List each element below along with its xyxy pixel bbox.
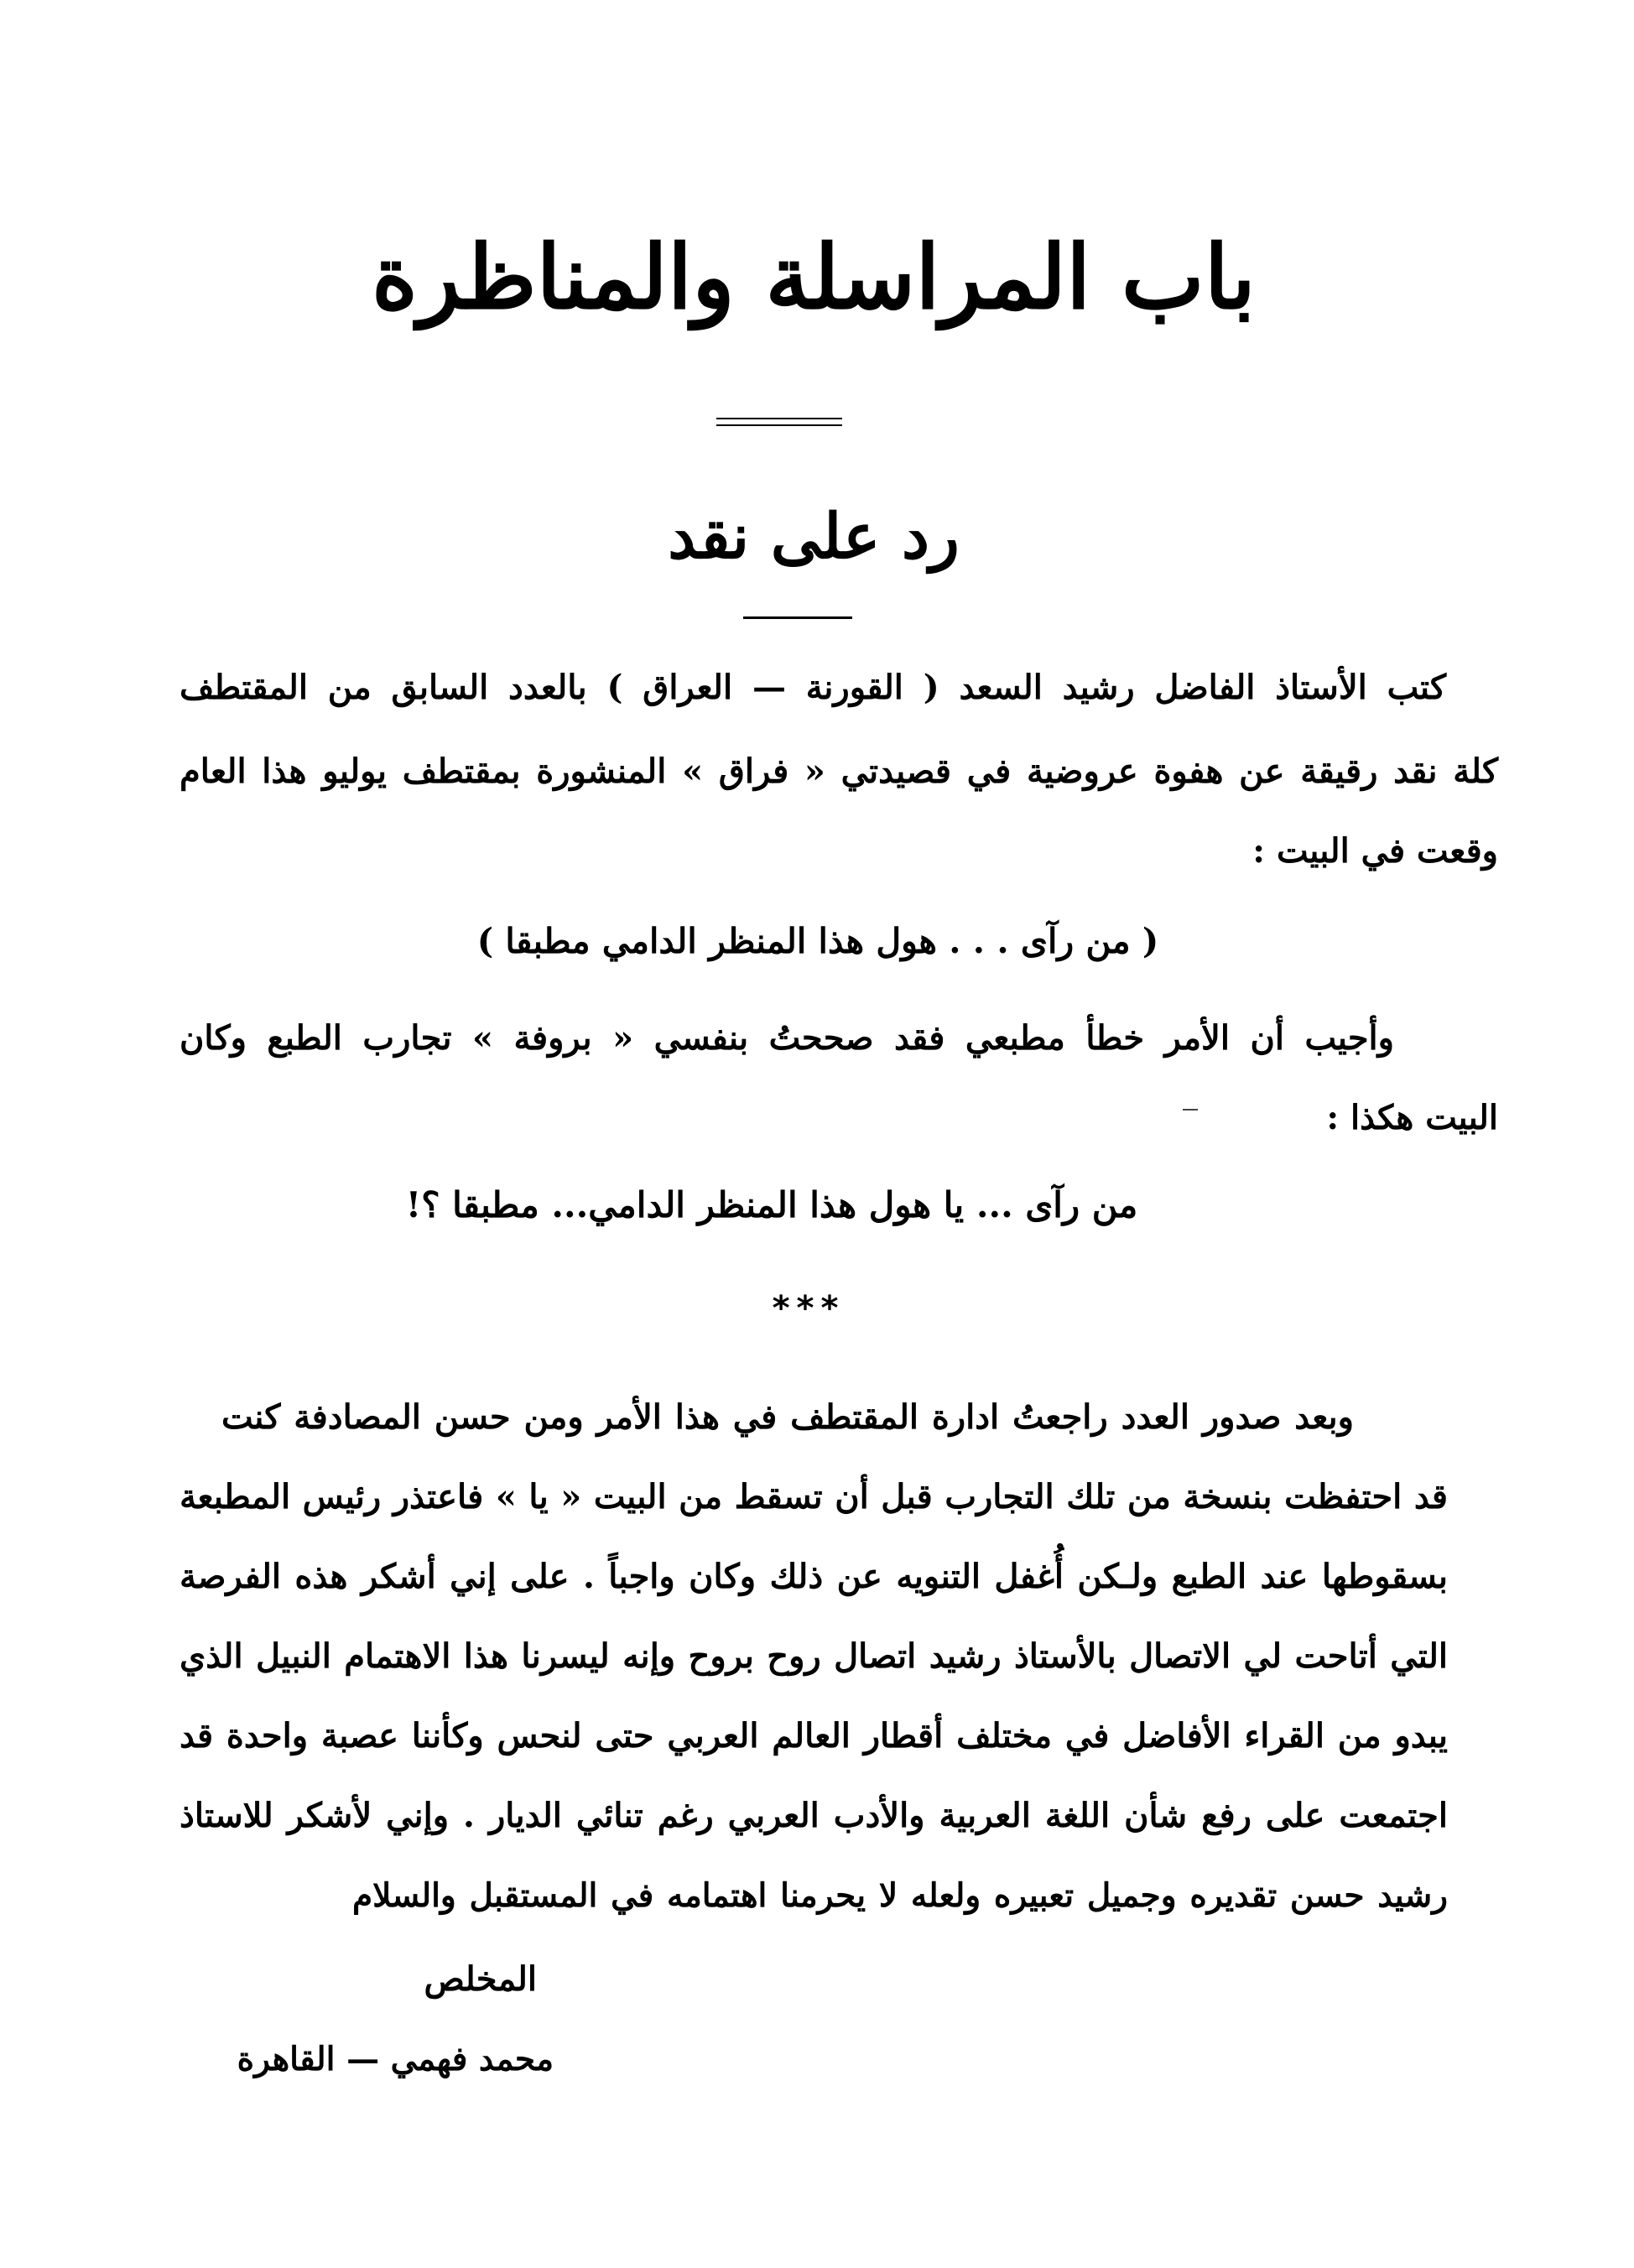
closing-line: يبدو من القراء الأفاضل في مختلف أقطار العالم العربي حتى لنحس وكأننا عصبة واحدة قد — [180, 1716, 1448, 1756]
reply-line: وأجيب أن الأمر خطأ مطبعي فقد صححتُ بنفسي « بروفة » تجارب الطبع وكان — [180, 1018, 1394, 1058]
header-divider — [716, 418, 842, 426]
section-header-title: باب المراسلة والمناظرة — [372, 225, 1256, 329]
intro-line: كلة نقد رقيقة عن هفوة عروضية في قصيدتي « فراق » المنشورة بمقتطف يوليو هذا العام — [180, 752, 1498, 791]
closing-line: بسقوطها عند الطبع ولـكن أُغفل التنويه عن ذلك وكان واجباً . على إني أشكر هذه الفرصة — [180, 1557, 1448, 1596]
closing-line: رشيد حسن تقديره وجميل تعبيره ولعله لا يحرمنا اهتمامه في المستقبل والسلام — [352, 1876, 1448, 1915]
section-separator: *** — [772, 1289, 846, 1328]
closing-line: التي أتاحت لي الاتصال بالأستاذ رشيد اتصال روح بروح وإنه ليسرنا هذا الاهتمام النبيل الذي — [180, 1636, 1448, 1676]
signature: محمد فهمي — القاهرة — [237, 2040, 554, 2078]
article-title: رد على نقد — [668, 501, 960, 573]
quoted-verse: ( من رآى . . . هول هذا المنظر الدامي مطبقا ) — [476, 921, 1159, 961]
closing-line: قد احتفظت بنسخة من تلك التجارب قبل أن تسقط من البيت « يا » فاعتذر رئيس المطبعة — [180, 1477, 1448, 1516]
title-divider — [743, 616, 852, 619]
valediction: المخلص — [424, 1959, 537, 1999]
closing-line: وبعد صدور العدد راجعتُ ادارة المقتطف في هذا الأمر ومن حسن المصادفة كنت — [221, 1397, 1354, 1437]
closing-line: اجتمعت على رفع شأن اللغة العربية والأدب العربي رغم تنائي الديار . وإني لأشكر للاستاذ — [180, 1796, 1448, 1835]
corrected-verse: من رآى ... يا هول هذا المنظر الدامي... مطبقا ؟! — [405, 1184, 1138, 1225]
print-speck — [1183, 1109, 1198, 1111]
intro-line: كتب الأستاذ الفاضل رشيد السعد ( القورنة — العراق ) بالعدد السابق من المقتطف — [180, 668, 1446, 707]
intro-line: وقعت في البيت : — [1252, 831, 1498, 871]
reply-line: البيت هكذا : — [1326, 1098, 1498, 1137]
